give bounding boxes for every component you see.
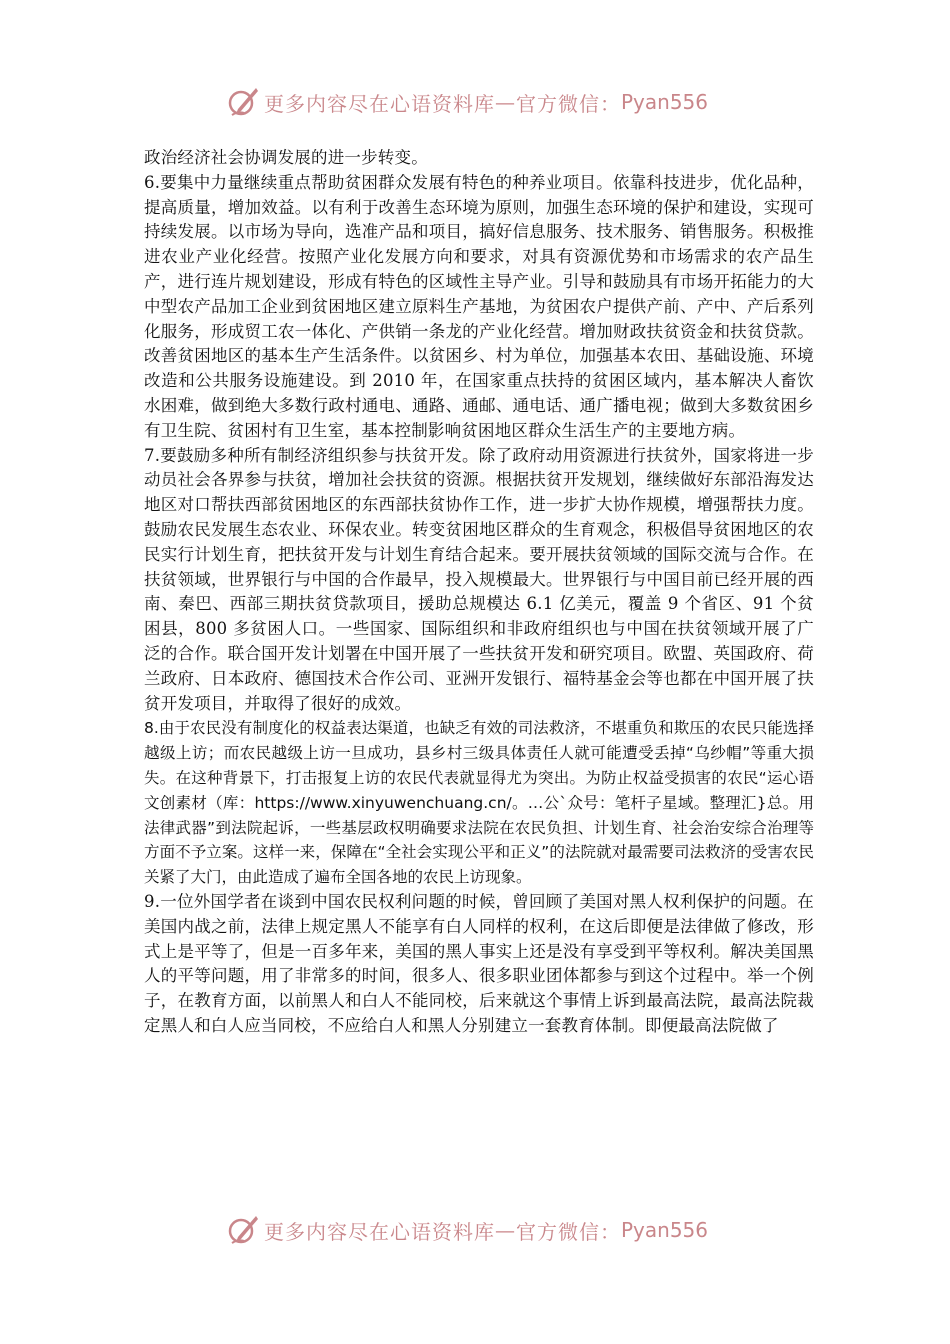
paragraph-8: 8.由于农民没有制度化的权益表达渠道，也缺乏有效的司法救济，不堪重负和欺压的农民只能选择越级上访；而农民越级上访一旦成功，县乡村三级具体责任人就可能遭受丢掉“乌纱帽”等重大损失。在这种背景下，打击报复上访的农民代表就显得尤为突出。为防止权益受损害的农民“运心语文创素材（库：https://www.xinyuwenchuang.cn/。…公`众号：笔杆子星域。整理汇}总。用法律武器”到法院起诉，一些基层政权明确要求法院在农民负担、计划生育、社会治安综合治理等方面不予立案。这样一来，保障在“全社会实现公平和正义”的法院就对最需要司法救济的受害农民关紧了大门，由此造成了遍布全国各地的农民上访现象。 [144,719,814,887]
document-body [144,146,814,1039]
quill-logo-icon [226,1213,260,1247]
paragraph-continuation: 政治经济社会协调发展的进一步转变。 [144,148,428,167]
banner-wechat-id: Pyan556 [621,90,709,114]
header-banner [0,82,950,122]
paragraph-6: 6.要集中力量继续重点帮助贫困群众发展有特色的种养业项目。依靠科技进步，优化品种，提高质量，增加效益。以有利于改善生态环境为原则，加强生态环境的保护和建设，实现可持续发展。以市场为导向，选准产品和项目，搞好信息服务、技术服务、销售服务。积极推进农业产业化经营。按照产业化发展方向和要求，对具有资源优势和市场需求的农产品生产，进行连片规划建设，形成有特色的区域性主导产业。引导和鼓励具有市场开拓能力的大中型农产品加工企业到贫困地区建立原料生产基地，为贫困农户提供产前、产中、产后系列化服务，形成贸工农一体化、产供销一条龙的产业化经营。增加财政扶贫资金和扶贫贷款。改善贫困地区的基本生产生活条件。以贫困乡、村为单位，加强基本农田、基础设施、环境改造和公共服务设施建设。到 2010 年，在国家重点扶持的贫困区域内，基本解决人畜饮水困难，做到绝大多数行政村通电、通路、通邮、通电话、通广播电视；做到大多数贫困乡有卫生院、贫困村有卫生室，基本控制影响贫困地区群众生活生产的主要地方病。 [144,172,814,440]
banner-title: 更多内容尽在心语资料库 [264,91,495,116]
footer-banner-content [226,1210,708,1250]
banner-suffix: 官方微信： [516,1219,621,1244]
banner-dash: — [495,90,516,114]
banner-wechat-id: Pyan556 [621,1218,709,1242]
footer-banner [0,1210,950,1250]
banner-title: 更多内容尽在心语资料库 [264,1219,495,1244]
header-banner-content [226,82,708,122]
paragraph-9: 9.一位外国学者在谈到中国农民权利问题的时候，曾回顾了美国对黑人权利保护的问题。在美国内战之前，法律上规定黑人不能享有白人同样的权利，在这后即便是法律做了修改，形式上是平等了，但是一百多年来，美国的黑人事实上还是没有享受到平等权利。解决美国黑人的平等问题，用了非常多的时间，很多人、很多职业团体都参与到这个过程中。举一个例子，在教育方面，以前黑人和白人不能同校，后来就这个事情上诉到最高法院，最高法院裁定黑人和白人应当同校，不应给白人和黑人分别建立一套教育体制。即便最高法院做了 [144,891,814,1035]
banner-dash: — [495,1218,516,1242]
banner-suffix: 官方微信： [516,91,621,116]
quill-logo-icon [226,85,260,119]
paragraph-7: 7.要鼓励多种所有制经济组织参与扶贫开发。除了政府动用资源进行扶贫外，国家将进一步动员社会各界参与扶贫，增加社会扶贫的资源。根据扶贫开发规划，继续做好东部沿海发达地区对口帮扶西部贫困地区的东西部扶贫协作工作，进一步扩大协作规模，增强帮扶力度。鼓励农民发展生态农业、环保农业。转变贫困地区群众的生育观念，积极倡导贫困地区的农民实行计划生育，把扶贫开发与计划生育结合起来。要开展扶贫领域的国际交流与合作。在扶贫领域，世界银行与中国的合作最早，投入规模最大。世界银行与中国目前已经开展的西南、秦巴、西部三期扶贫贷款项目，援助总规模达 6.1 亿美元，覆盖 9 个省区、91 个贫困县，800 多贫困人口。一些国家、国际组织和非政府组织也与中国在扶贫领域开展了广泛的合作。联合国开发计划署在中国开展了一些扶贫开发和研究项目。欧盟、英国政府、荷兰政府、日本政府、德国技术合作公司、亚洲开发银行、福特基金会等也都在中国开展了扶贫开发项目，并取得了很好的成效。 [144,445,814,713]
